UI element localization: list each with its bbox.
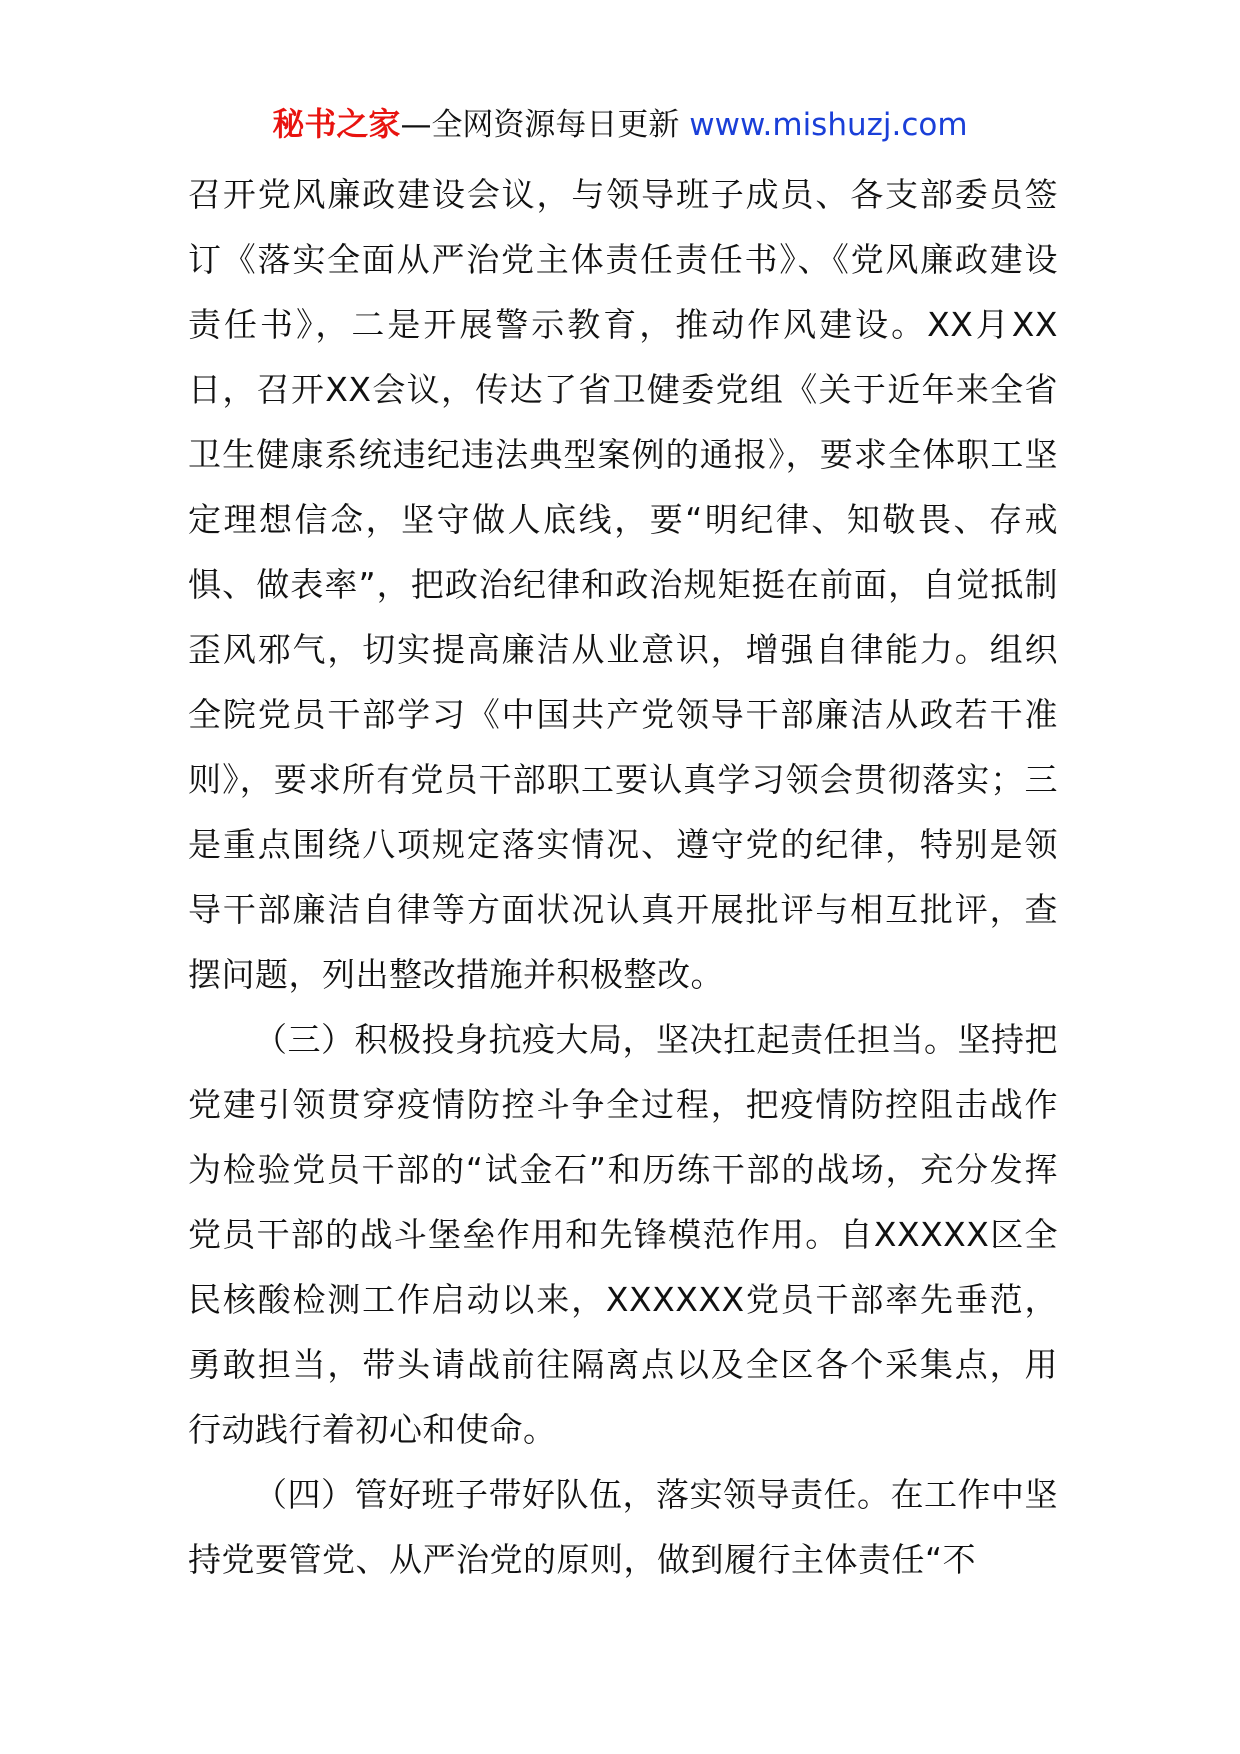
site-header [0, 102, 1240, 147]
paragraph-section-four: （四）管好班子带好队伍，落实领导责任。在工作中坚持党要管党、从严治党的原则，做到履行主体责任“不 [188, 1475, 1058, 1579]
paragraph-continuation: 召开党风廉政建设会议，与领导班子成员、各支部委员签订《落实全面从严治党主体责任责任书》、《党风廉政建设责任书》，二是开展警示教育，推动作风建设。XX月XX日，召开XX会议，传达了省卫健委党组《关于近年来全省卫生健康系统违纪违法典型案例的通报》，要求全体职工坚定理想信念，坚守做人底线，要“明纪律、知敬畏、存戒惧、做表率”，把政治纪律和政治规矩挺在前面，自觉抵制歪风邪气，切实提高廉洁从业意识，增强自律能力。组织全院党员干部学习《中国共产党领导干部廉洁从政若干准则》，要求所有党员干部职工要认真学习领会贯彻落实；三是重点围绕八项规定落实情况、遵守党的纪律，特别是领导干部廉洁自律等方面状况认真开展批评与相互批评，查摆问题，列出整改措施并积极整改。 [188, 175, 1058, 994]
site-url-link[interactable]: www.mishuzj.com [689, 107, 968, 143]
paragraph-section-three: （三）积极投身抗疫大局，坚决扛起责任担当。坚持把党建引领贯穿疫情防控斗争全过程，把疫情防控阻击战作为检验党员干部的“试金石”和历练干部的战场，充分发挥党员干部的战斗堡垒作用和先锋模范作用。自XXXXX区全民核酸检测工作启动以来，XXXXXX党员干部率先垂范，勇敢担当，带头请战前往隔离点以及全区各个采集点，用行动践行着初心和使命。 [188, 1020, 1058, 1449]
site-tagline: —全网资源每日更新 [400, 107, 690, 143]
site-brand: 秘书之家 [272, 105, 401, 143]
document-body [188, 162, 1058, 1592]
